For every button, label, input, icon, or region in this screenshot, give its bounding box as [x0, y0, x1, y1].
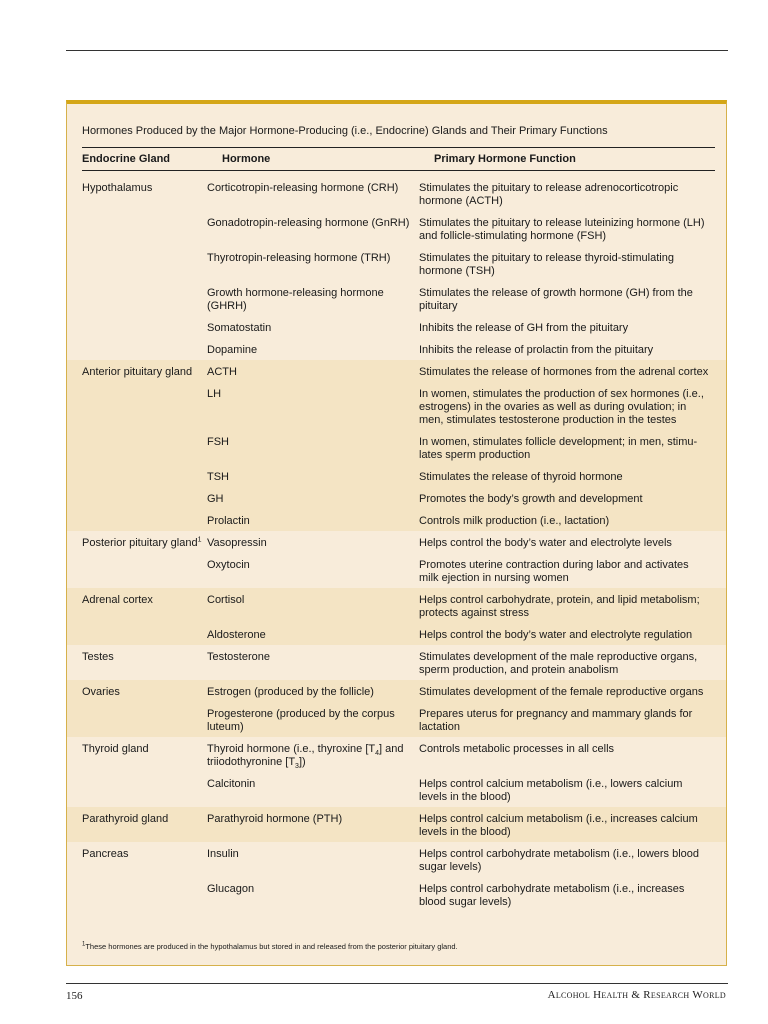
- hormone-cell: LH: [207, 388, 222, 400]
- table-row: [67, 465, 726, 487]
- gland-group: [67, 645, 726, 680]
- table-row: [67, 877, 726, 912]
- hormone-cell: Oxytocin: [207, 559, 250, 571]
- table-caption: Hormones Produced by the Major Hormone-Producing (i.e., Endocrine) Glands and Their Primary Functions: [82, 125, 608, 137]
- table-row: [67, 737, 726, 772]
- gland-group: [67, 588, 726, 645]
- table-row: [67, 588, 726, 623]
- function-cell: Stimulates the release of hormones from the adrenal cortex: [419, 366, 709, 378]
- header-top-rule: [82, 147, 715, 148]
- function-cell: Stimulates the release of growth hormone (GH) from the pituitary: [419, 287, 693, 312]
- hormone-cell: Testosterone: [207, 651, 270, 663]
- function-cell: Helps control calcium metabolism (i.e., lowers calcium levels in the blood): [419, 778, 683, 803]
- footnote-text: These hormones are produced in the hypothalamus but stored in and released from the posterior pituitary gland.: [85, 942, 458, 951]
- hormone-cell: Gonadotropin-releasing hormone (GnRH): [207, 217, 410, 229]
- table-row: [67, 509, 726, 531]
- hormone-text: ]): [298, 756, 306, 768]
- table-row: [67, 382, 726, 430]
- function-cell: Controls milk production (i.e., lactation): [419, 515, 610, 527]
- function-cell: In women, stimulates follicle development; in men, stimu-lates sperm production: [419, 436, 698, 461]
- function-cell: Stimulates development of the male reproductive organs, sperm production, and protein anabolism: [419, 651, 698, 676]
- function-cell: Helps control carbohydrate metabolism (i.e., lowers blood sugar levels): [419, 848, 700, 873]
- hormone-cell: Estrogen (produced by the follicle): [207, 686, 374, 698]
- table-panel: [66, 100, 727, 966]
- gland-name: Ovaries: [82, 686, 120, 698]
- page-number: 156: [66, 990, 83, 1002]
- hormone-cell: Insulin: [207, 848, 239, 860]
- gland-cell: [67, 537, 207, 550]
- gland-name: Hypothalamus: [82, 182, 153, 194]
- gland-cell: [67, 515, 207, 528]
- header-hormone: Hormone: [222, 153, 271, 165]
- function-cell: Promotes uterine contraction during labor and activates milk ejection in nursing women: [419, 559, 689, 584]
- hormone-cell: Dopamine: [207, 344, 258, 356]
- hormone-cell: TSH: [207, 471, 229, 483]
- hormone-cell: Aldosterone: [207, 629, 266, 641]
- function-cell: Stimulates the release of thyroid hormone: [419, 471, 623, 483]
- gland-cell: [67, 252, 207, 278]
- journal-title: Alcohol Health & Research World: [547, 989, 726, 1001]
- table-row: [67, 430, 726, 465]
- hormone-cell: Thyrotropin-releasing hormone (TRH): [207, 252, 391, 264]
- function-cell: In women, stimulates the production of sex hormones (i.e., estrogens) in the ovaries as well as during ovulation; in men, stimulates testosterone production in the testes: [419, 388, 704, 426]
- hormone-cell: ACTH: [207, 366, 237, 378]
- hormone-text: ] and triiodothyronine [T: [207, 743, 404, 768]
- table-row: [67, 211, 726, 246]
- gland-cell: [67, 493, 207, 506]
- table-row: [67, 531, 726, 553]
- table-row: [67, 645, 726, 680]
- hormone-cell: Progesterone (produced by the corpus luteum): [207, 708, 395, 733]
- function-cell: Helps control carbohydrate, protein, and lipid metabolism; protects against stress: [419, 594, 700, 619]
- function-cell: Helps control calcium metabolism (i.e., increases calcium levels in the blood): [419, 813, 698, 838]
- function-cell: Helps control the body’s water and electrolyte regulation: [419, 629, 693, 641]
- gland-cell: [67, 287, 207, 313]
- table-row: [67, 842, 726, 877]
- gland-group: [67, 737, 726, 807]
- gland-name: Testes: [82, 651, 114, 663]
- gland-cell: [67, 778, 207, 804]
- table-row: [67, 487, 726, 509]
- function-cell: Helps control the body’s water and electrolyte levels: [419, 537, 672, 549]
- table-row: [67, 176, 726, 211]
- hormone-cell: Calcitonin: [207, 778, 256, 790]
- function-cell: Prepares uterus for pregnancy and mammary glands for lactation: [419, 708, 693, 733]
- table-row: [67, 680, 726, 702]
- gland-name: Parathyroid gland: [82, 813, 169, 825]
- gland-cell: [67, 471, 207, 484]
- footnote: [82, 942, 458, 951]
- gland-name: Pancreas: [82, 848, 129, 860]
- gland-cell: [67, 813, 207, 839]
- gland-cell: [67, 366, 207, 379]
- function-cell: Stimulates development of the female reproductive organs: [419, 686, 704, 698]
- gland-cell: [67, 182, 207, 208]
- gland-cell: [67, 848, 207, 874]
- gland-name: Anterior pituitary gland: [82, 366, 193, 378]
- function-cell: Promotes the body’s growth and development: [419, 493, 643, 505]
- table-row: [67, 553, 726, 588]
- function-cell: Inhibits the release of GH from the pituitary: [419, 322, 629, 334]
- table-row: [67, 360, 726, 382]
- hormone-cell: GH: [207, 493, 224, 505]
- table-row: [67, 772, 726, 807]
- gland-group: [67, 807, 726, 842]
- function-cell: Inhibits the release of prolactin from the pituitary: [419, 344, 654, 356]
- gland-name: Posterior pituitary gland: [82, 537, 198, 549]
- table-row: [67, 246, 726, 281]
- function-cell: Stimulates the pituitary to release adrenocorticotropic hormone (ACTH): [419, 182, 679, 207]
- gland-cell: [67, 651, 207, 677]
- gland-group: [67, 531, 726, 588]
- hormone-cell: Glucagon: [207, 883, 255, 895]
- hormone-cell: Somatostatin: [207, 322, 272, 334]
- gland-group: [67, 176, 726, 360]
- hormone-cell: Corticotropin-releasing hormone (CRH): [207, 182, 399, 194]
- table-body: [67, 176, 726, 912]
- gland-cell: [67, 322, 207, 335]
- gland-cell: [67, 686, 207, 699]
- gland-cell: [67, 388, 207, 427]
- function-cell: Stimulates the pituitary to release luteinizing hormone (LH) and follicle-stimulating hormone (FSH): [419, 217, 705, 242]
- table-row: [67, 623, 726, 645]
- gland-group: [67, 842, 726, 912]
- bottom-rule: [66, 983, 728, 984]
- table-row: [67, 316, 726, 338]
- gland-cell: [67, 743, 207, 769]
- hormone-subscript: 3: [295, 763, 299, 771]
- header-gland: Endocrine Gland: [82, 153, 171, 165]
- gland-cell: [67, 594, 207, 620]
- top-rule: [66, 50, 728, 51]
- function-cell: Controls metabolic processes in all cells: [419, 743, 615, 755]
- hormone-text: Thyroid hormone (i.e., thyroxine [T: [207, 743, 376, 755]
- hormone-cell: Prolactin: [207, 515, 250, 527]
- gland-group: [67, 680, 726, 737]
- gland-cell: [67, 344, 207, 357]
- hormone-cell: Growth hormone-releasing hormone (GHRH): [207, 287, 384, 312]
- header-bottom-rule: [82, 170, 715, 171]
- footnote-ref: 1: [197, 536, 202, 544]
- hormone-cell: Cortisol: [207, 594, 245, 606]
- hormone-subscript: 4: [375, 750, 380, 758]
- hormone-cell: Vasopressin: [207, 537, 267, 549]
- hormone-cell: FSH: [207, 436, 229, 448]
- table-row: [67, 338, 726, 360]
- function-cell: Helps control carbohydrate metabolism (i.e., increases blood sugar levels): [419, 883, 685, 908]
- hormone-cell: Parathyroid hormone (PTH): [207, 813, 343, 825]
- hormone-cell: [207, 743, 419, 769]
- table-row: [67, 281, 726, 316]
- gland-group: [67, 360, 726, 531]
- gland-cell: [67, 708, 207, 734]
- table-row: [67, 702, 726, 737]
- function-cell: Stimulates the pituitary to release thyroid-stimulating hormone (TSH): [419, 252, 674, 277]
- gland-cell: [67, 217, 207, 243]
- gland-cell: [67, 559, 207, 585]
- gland-cell: [67, 629, 207, 642]
- footnote-marker: 1: [82, 941, 86, 948]
- table-header: [67, 152, 726, 172]
- header-function: Primary Hormone Function: [434, 153, 576, 165]
- table-row: [67, 807, 726, 842]
- gland-name: Adrenal cortex: [82, 594, 153, 606]
- gland-cell: [67, 883, 207, 909]
- gland-cell: [67, 436, 207, 462]
- gland-name: Thyroid gland: [82, 743, 149, 755]
